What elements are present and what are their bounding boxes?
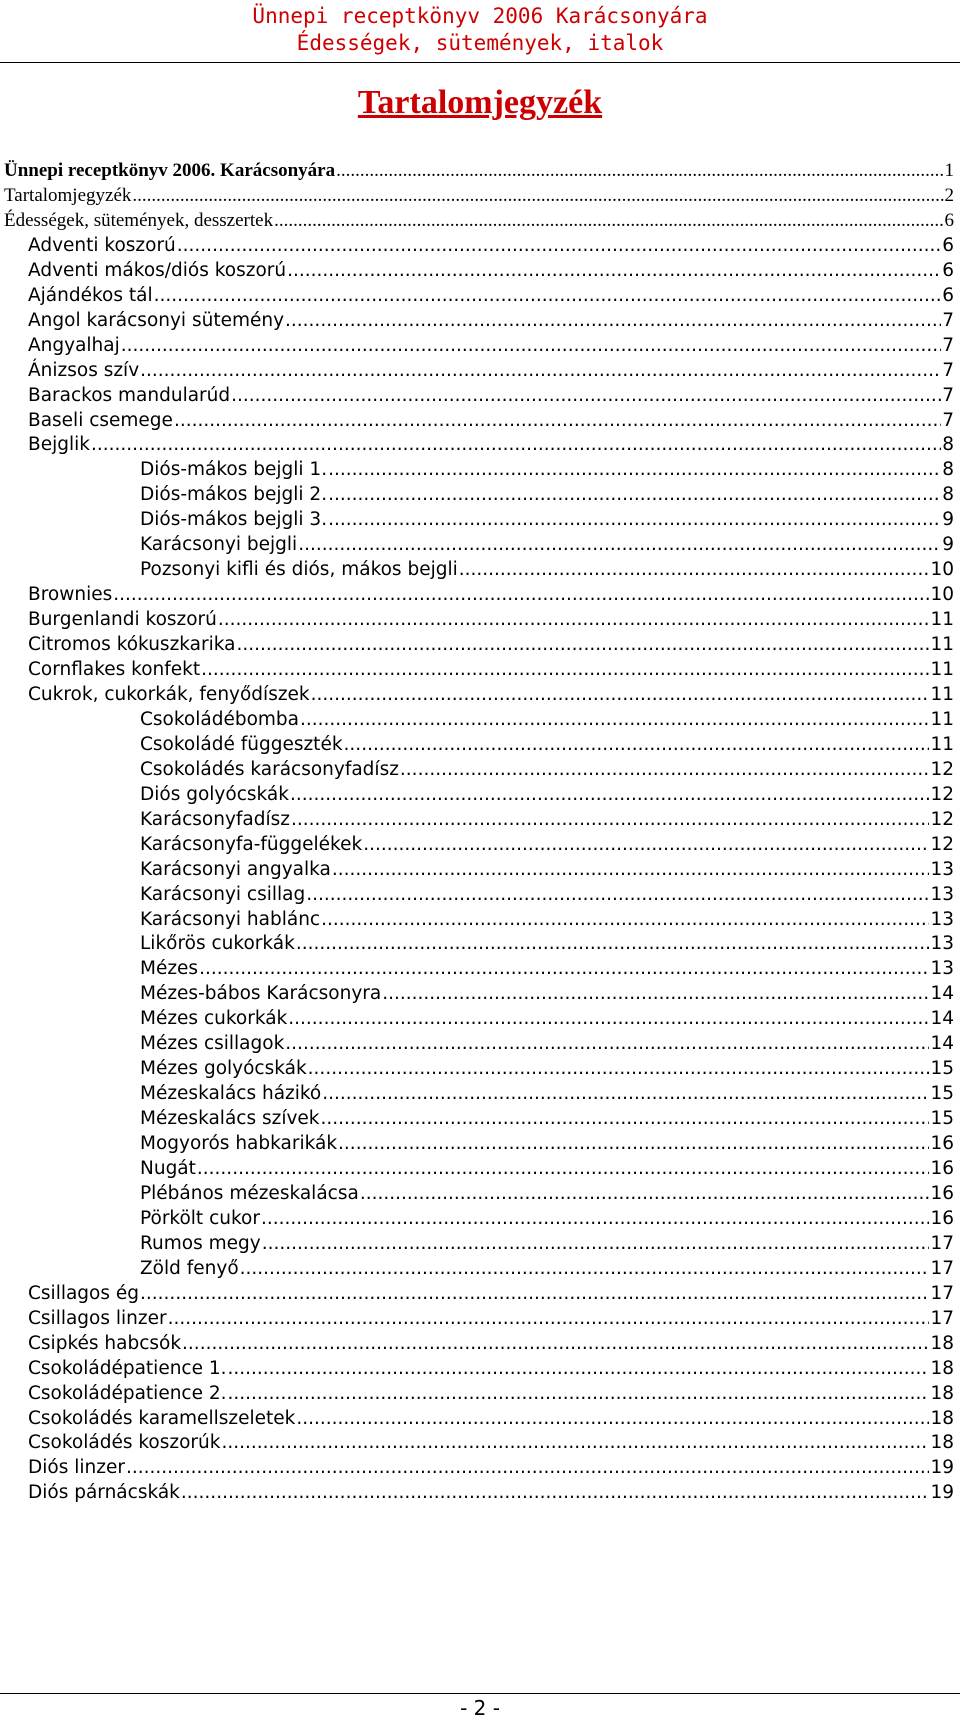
toc-entry-label: Cukrok, cukorkák, fenyődíszek bbox=[28, 683, 310, 705]
toc-entry-label: Diós-mákos bejgli 1. bbox=[140, 459, 328, 481]
toc-entry-page-number: 15 bbox=[930, 1108, 954, 1130]
toc-entry[interactable] bbox=[28, 1405, 954, 1432]
toc-entry-label: Adventi koszorú bbox=[28, 234, 176, 256]
toc-entry-label: Brownies bbox=[28, 584, 113, 606]
toc-entry[interactable] bbox=[140, 731, 954, 758]
dot-leader bbox=[285, 1030, 929, 1057]
toc-entry[interactable] bbox=[4, 182, 954, 209]
toc-entry-label: Csokoládébomba bbox=[140, 708, 300, 730]
toc-entry[interactable] bbox=[28, 631, 954, 658]
toc-entry-label: Pörkölt cukor bbox=[140, 1207, 260, 1229]
dot-leader bbox=[360, 1180, 930, 1207]
dot-leader bbox=[288, 1005, 929, 1032]
dot-leader bbox=[240, 1255, 930, 1282]
toc-entry-page-number: 16 bbox=[930, 1158, 954, 1179]
toc-entry-label: Diós golyócskák bbox=[140, 783, 289, 805]
toc-entry-label: Likőrös cukorkák bbox=[140, 933, 295, 955]
dot-leader bbox=[228, 1355, 930, 1382]
toc-entry[interactable] bbox=[28, 257, 954, 284]
dot-leader bbox=[382, 980, 929, 1007]
toc-entry[interactable] bbox=[4, 157, 954, 184]
dot-leader bbox=[121, 332, 941, 359]
toc-entry[interactable] bbox=[28, 1330, 954, 1357]
toc-entry-page-number: 18 bbox=[930, 1432, 954, 1454]
toc-entry-page-number: 18 bbox=[930, 1382, 954, 1404]
toc-entry-page-number: 6 bbox=[944, 209, 954, 231]
toc-entry[interactable] bbox=[140, 1230, 954, 1257]
toc-entry-label: Zöld fenyő bbox=[140, 1257, 239, 1279]
toc-entry[interactable] bbox=[28, 656, 954, 683]
toc-entry-page-number: 19 bbox=[930, 1482, 954, 1504]
dot-leader bbox=[363, 831, 929, 858]
toc-entry[interactable] bbox=[140, 531, 954, 558]
dot-leader bbox=[311, 681, 930, 708]
toc-entry[interactable] bbox=[28, 1429, 954, 1456]
dot-leader bbox=[91, 431, 941, 458]
toc-entry-label: Diós-mákos bejgli 2. bbox=[140, 484, 328, 506]
toc-entry[interactable] bbox=[28, 407, 954, 434]
dot-leader bbox=[328, 506, 941, 533]
dot-leader bbox=[322, 1080, 929, 1107]
toc-entry[interactable] bbox=[28, 431, 954, 458]
toc-entry-label: Cornflakes konfekt bbox=[28, 659, 201, 680]
toc-entry-label: Angyalhaj bbox=[28, 334, 120, 356]
toc-entry-page-number: 14 bbox=[930, 1033, 954, 1055]
dot-leader bbox=[126, 1454, 930, 1481]
toc-entry[interactable] bbox=[140, 706, 954, 733]
header-divider bbox=[0, 62, 960, 63]
toc-entry-page-number: 11 bbox=[930, 609, 954, 631]
toc-entry-page-number: 19 bbox=[930, 1457, 954, 1479]
toc-entry-label: Citromos kókuszkarika bbox=[28, 634, 236, 656]
dot-leader bbox=[201, 656, 929, 683]
toc-entry[interactable] bbox=[140, 881, 954, 908]
toc-entry-label: Karácsonyi angyalka bbox=[140, 858, 331, 880]
toc-entry-label: Angol karácsonyi sütemény bbox=[28, 309, 285, 331]
toc-entry-page-number: 9 bbox=[942, 534, 954, 556]
toc-entry-page-number: 8 bbox=[942, 434, 954, 456]
dot-leader bbox=[300, 706, 929, 733]
toc-entry[interactable] bbox=[140, 1155, 954, 1182]
toc-entry-page-number: 13 bbox=[930, 958, 954, 980]
toc-entry-page-number: 17 bbox=[930, 1307, 954, 1329]
toc-entry-page-number: 9 bbox=[942, 509, 954, 531]
toc-entry-page-number: 12 bbox=[930, 783, 954, 805]
dot-leader bbox=[140, 357, 941, 384]
page-header bbox=[0, 0, 960, 70]
toc-entry[interactable] bbox=[28, 357, 954, 384]
toc-entry-label: Adventi mákos/diós koszorú bbox=[28, 259, 287, 281]
dot-leader bbox=[338, 1130, 929, 1157]
toc-entry-label: Mézes golyócskák bbox=[140, 1058, 307, 1080]
dot-leader bbox=[306, 881, 929, 908]
dot-leader bbox=[298, 531, 941, 558]
toc-entry[interactable] bbox=[28, 1454, 954, 1481]
dot-leader bbox=[236, 631, 929, 658]
toc-entry-label: Csillagos ég bbox=[28, 1282, 140, 1304]
toc-entry-page-number: 13 bbox=[930, 858, 954, 880]
toc-entry-page-number: 17 bbox=[930, 1282, 954, 1304]
toc-entry[interactable] bbox=[4, 207, 954, 234]
dot-leader bbox=[344, 731, 930, 758]
toc-entry-page-number: 7 bbox=[942, 409, 954, 431]
dot-leader bbox=[285, 307, 941, 334]
toc-entry-label: Barackos mandularúd bbox=[28, 384, 231, 406]
toc-entry-label: Ajándékos tál bbox=[28, 284, 153, 306]
toc-entry-label: Pozsonyi kifli és diós, mákos bejgli bbox=[140, 559, 458, 581]
toc-entry-page-number: 13 bbox=[930, 883, 954, 905]
toc-entry-page-number: 18 bbox=[930, 1332, 954, 1354]
toc-entry-label: Baseli csemege bbox=[28, 409, 173, 431]
toc-entry-page-number: 17 bbox=[930, 1257, 954, 1279]
toc-entry[interactable] bbox=[140, 1080, 954, 1107]
toc-entry-label: Csipkés habcsók bbox=[28, 1332, 182, 1354]
toc-entry[interactable] bbox=[28, 1280, 954, 1307]
toc-entry[interactable] bbox=[140, 1130, 954, 1157]
dot-leader bbox=[332, 856, 930, 883]
toc-entry-page-number: 7 bbox=[942, 384, 954, 406]
toc-entry[interactable] bbox=[140, 831, 954, 858]
toc-entry-page-number: 11 bbox=[930, 733, 954, 755]
toc-entry[interactable] bbox=[28, 581, 954, 608]
toc-entry-page-number: 8 bbox=[942, 459, 954, 481]
dot-leader bbox=[296, 1405, 929, 1432]
toc-entry-page-number: 17 bbox=[930, 1232, 954, 1254]
toc-entry-page-number: 6 bbox=[942, 234, 954, 256]
toc-entry-label: Csillagos linzer bbox=[28, 1307, 167, 1329]
toc-entry-page-number: 12 bbox=[930, 758, 954, 780]
toc-entry[interactable] bbox=[140, 930, 954, 957]
toc-entry[interactable] bbox=[140, 1105, 954, 1132]
dot-leader bbox=[261, 1205, 930, 1232]
toc-entry[interactable] bbox=[140, 1255, 954, 1282]
toc-entry-label: Mézes csillagok bbox=[140, 1033, 285, 1055]
toc-entry[interactable] bbox=[140, 980, 954, 1007]
toc-entry-label: Csokoládés karácsonyfadísz bbox=[140, 758, 399, 780]
toc-entry-page-number: 6 bbox=[942, 259, 954, 281]
dot-leader bbox=[400, 756, 930, 783]
dot-leader bbox=[290, 781, 930, 808]
header-book-title: Ünnepi receptkönyv 2006 Karácsonyára bbox=[252, 4, 708, 28]
dot-leader bbox=[181, 1479, 930, 1506]
dot-leader bbox=[174, 407, 941, 434]
toc-entry-label: Csokoládés koszorúk bbox=[28, 1432, 221, 1454]
toc-entry-label: Mézeskalács házikó bbox=[140, 1083, 322, 1105]
dot-leader bbox=[168, 1305, 930, 1332]
dot-leader bbox=[113, 581, 929, 608]
toc-entry[interactable] bbox=[140, 556, 954, 583]
toc-entry-label: Burgenlandi koszorú bbox=[28, 609, 217, 631]
toc-entry-label: Karácsonyi bejgli bbox=[140, 534, 298, 556]
toc-entry-page-number: 18 bbox=[930, 1407, 954, 1429]
toc-entry-label: Karácsonyfa-függelékek bbox=[140, 833, 363, 855]
header-section-title: Édességek, sütemények, italok bbox=[296, 31, 664, 55]
toc-entry-label: Karácsonyi hablánc bbox=[140, 908, 321, 930]
toc-entry-label: Édességek, sütemények, desszertek bbox=[4, 209, 274, 231]
footer-page-number: - 2 - bbox=[460, 1696, 500, 1720]
toc-entry[interactable] bbox=[140, 456, 954, 483]
toc-entry[interactable] bbox=[140, 1005, 954, 1032]
toc-entry[interactable] bbox=[28, 282, 954, 309]
toc-entry[interactable] bbox=[140, 506, 954, 533]
toc-entry-page-number: 11 bbox=[930, 634, 954, 656]
dot-leader bbox=[199, 955, 929, 982]
toc-entry-page-number: 16 bbox=[930, 1182, 954, 1204]
toc-entry-label: Csokoládés karamellszeletek bbox=[28, 1407, 296, 1429]
dot-leader bbox=[177, 232, 941, 259]
toc-entry-label: Mézes-bábos Karácsonyra bbox=[140, 983, 382, 1005]
toc-entry[interactable] bbox=[28, 332, 954, 359]
toc-entry-page-number: 11 bbox=[930, 708, 954, 730]
toc-entry-label: Tartalomjegyzék bbox=[4, 184, 132, 206]
dot-leader bbox=[328, 481, 941, 508]
toc-entry-label: Plébános mézeskalácsa bbox=[140, 1182, 359, 1204]
toc-entry[interactable] bbox=[140, 1180, 954, 1207]
dot-leader bbox=[132, 182, 943, 209]
dot-leader bbox=[182, 1330, 929, 1357]
toc-entry[interactable] bbox=[140, 1030, 954, 1057]
dot-leader bbox=[154, 282, 942, 309]
toc-entry[interactable] bbox=[140, 906, 954, 933]
toc-entry[interactable] bbox=[140, 481, 954, 508]
toc-entry[interactable] bbox=[28, 1305, 954, 1332]
dot-leader bbox=[287, 257, 941, 284]
dot-leader bbox=[231, 382, 941, 409]
toc-entry-page-number: 12 bbox=[930, 833, 954, 855]
toc-entry-page-number: 6 bbox=[942, 284, 954, 306]
toc-entry-page-number: 10 bbox=[930, 559, 954, 581]
toc-entry-label: Rumos megy bbox=[140, 1232, 261, 1254]
dot-leader bbox=[291, 806, 929, 833]
toc-entry-page-number: 11 bbox=[930, 659, 954, 680]
dot-leader bbox=[228, 1380, 930, 1407]
toc-entry-label: Karácsonyi csillag bbox=[140, 883, 306, 905]
toc-entry-page-number: 15 bbox=[930, 1083, 954, 1105]
dot-leader bbox=[336, 157, 943, 184]
toc-entry-page-number: 10 bbox=[930, 584, 954, 606]
toc-entry-page-number: 8 bbox=[942, 484, 954, 506]
toc-entry[interactable] bbox=[28, 232, 954, 259]
toc-entry[interactable] bbox=[140, 955, 954, 982]
dot-leader bbox=[140, 1280, 929, 1307]
toc-entry-label: Csokoládépatience 2. bbox=[28, 1382, 227, 1404]
toc-entry-label: Diós linzer bbox=[28, 1457, 125, 1479]
dot-leader bbox=[221, 1429, 929, 1456]
toc-entry-page-number: 12 bbox=[930, 808, 954, 830]
toc-entry-label: Ánizsos szív bbox=[28, 359, 140, 381]
toc-entry-page-number: 11 bbox=[930, 683, 954, 705]
toc-entry-page-number: 18 bbox=[930, 1357, 954, 1379]
toc-entry[interactable] bbox=[28, 1479, 954, 1506]
footer-divider bbox=[0, 1693, 960, 1694]
toc-entry-label: Mézes cukorkák bbox=[140, 1008, 288, 1030]
toc-entry-page-number: 13 bbox=[930, 908, 954, 930]
toc-entry[interactable] bbox=[28, 606, 954, 633]
toc-entry-label: Mézes bbox=[140, 958, 199, 980]
toc-entry[interactable] bbox=[140, 1055, 954, 1082]
toc-entry-label: Karácsonyfadísz bbox=[140, 808, 290, 830]
toc-entry-label: Diós-mákos bejgli 3. bbox=[140, 509, 328, 531]
toc-entry[interactable] bbox=[28, 1355, 954, 1382]
toc-entry-page-number: 1 bbox=[944, 160, 954, 181]
toc-entry-page-number: 16 bbox=[930, 1133, 954, 1155]
toc-entry[interactable] bbox=[28, 382, 954, 409]
toc-entry-label: Nugát bbox=[140, 1158, 196, 1179]
dot-leader bbox=[197, 1155, 930, 1182]
dot-leader bbox=[296, 930, 930, 957]
toc-entry-page-number: 16 bbox=[930, 1207, 954, 1229]
toc-entry[interactable] bbox=[28, 307, 954, 334]
dot-leader bbox=[321, 906, 929, 933]
toc-entry[interactable] bbox=[140, 756, 954, 783]
toc-entry-label: Bejglik bbox=[28, 434, 90, 456]
dot-leader bbox=[321, 1105, 930, 1132]
toc-title: Tartalomjegyzék bbox=[357, 84, 603, 121]
toc-entry-label: Mogyorós habkarikák bbox=[140, 1133, 338, 1155]
dot-leader bbox=[262, 1230, 930, 1257]
toc-entry-page-number: 7 bbox=[942, 334, 954, 356]
toc-entry-page-number: 13 bbox=[930, 933, 954, 955]
toc-entry[interactable] bbox=[28, 1380, 954, 1407]
toc-entry-label: Ünnepi receptkönyv 2006. Karácsonyára bbox=[4, 160, 336, 181]
toc-entry[interactable] bbox=[140, 856, 954, 883]
toc-entry[interactable] bbox=[140, 781, 954, 808]
toc-entry[interactable] bbox=[28, 681, 954, 708]
dot-leader bbox=[274, 207, 943, 234]
toc-entry-label: Csokoládé függeszték bbox=[140, 733, 343, 755]
toc-entry-label: Csokoládépatience 1. bbox=[28, 1357, 227, 1379]
dot-leader bbox=[218, 606, 930, 633]
dot-leader bbox=[328, 456, 941, 483]
dot-leader bbox=[459, 556, 930, 583]
toc-entry-page-number: 15 bbox=[930, 1058, 954, 1080]
toc-entry-page-number: 14 bbox=[930, 983, 954, 1005]
toc-entry[interactable] bbox=[140, 1205, 954, 1232]
toc-entry-page-number: 14 bbox=[930, 1008, 954, 1030]
toc-entry-page-number: 2 bbox=[944, 184, 954, 206]
toc-entry-label: Mézeskalács szívek bbox=[140, 1108, 320, 1130]
toc-entry-label: Diós párnácskák bbox=[28, 1482, 180, 1504]
toc-entry-page-number: 7 bbox=[942, 359, 954, 381]
dot-leader bbox=[308, 1055, 930, 1082]
toc-entry-page-number: 7 bbox=[942, 309, 954, 331]
toc-entry[interactable] bbox=[140, 806, 954, 833]
